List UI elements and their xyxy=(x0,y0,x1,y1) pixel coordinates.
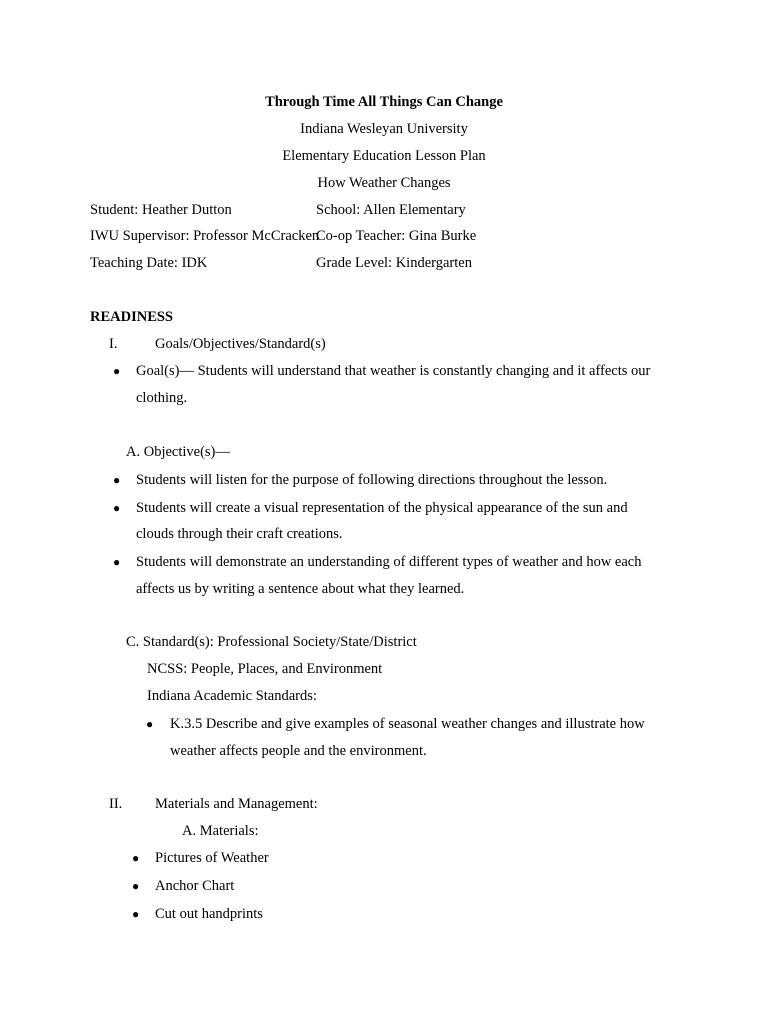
goal-text: Goal(s)— Students will understand that weather is constantly changing and it affects our xyxy=(136,363,651,379)
grade-level: Grade Level: Kindergarten xyxy=(316,255,472,271)
standards-heading: C. Standard(s): Professional Society/State/District xyxy=(126,634,417,650)
lesson-name: How Weather Changes xyxy=(317,175,451,191)
ncss-standard: NCSS: People, Places, and Environment xyxy=(147,661,383,677)
section-one-numeral: I. xyxy=(109,336,118,352)
goal-text-continued: clothing. xyxy=(136,390,188,406)
school-name: School: Allen Elementary xyxy=(316,202,466,218)
supervisor-name: IWU Supervisor: Professor McCracken xyxy=(90,228,320,244)
plan-type: Elementary Education Lesson Plan xyxy=(282,148,486,164)
objective-item: Students will create a visual representation of the physical appearance of the sun and xyxy=(136,500,628,516)
section-two-title: Materials and Management: xyxy=(155,796,318,812)
material-item: Cut out handprints xyxy=(155,906,263,922)
objective-item: Students will listen for the purpose of following directions throughout the lesson. xyxy=(136,472,608,488)
bullet-icon: ● xyxy=(113,555,121,569)
student-name: Student: Heather Dutton xyxy=(90,202,232,218)
bullet-icon: ● xyxy=(113,501,121,515)
section-one-title: Goals/Objectives/Standard(s) xyxy=(155,336,326,352)
bullet-icon: ● xyxy=(132,879,140,893)
bullet-icon: ● xyxy=(146,717,154,731)
material-item: Pictures of Weather xyxy=(155,850,269,866)
objective-item-continued: clouds through their craft creations. xyxy=(136,526,343,542)
objective-item-continued: affects us by writing a sentence about what they learned. xyxy=(136,581,465,597)
bullet-icon: ● xyxy=(132,851,140,865)
bullet-icon: ● xyxy=(113,473,121,487)
objective-item: Students will demonstrate an understanding of different types of weather and how each xyxy=(136,554,642,570)
section-two-numeral: II. xyxy=(109,796,123,812)
material-item: Anchor Chart xyxy=(155,878,235,894)
standard-item-continued: weather affects people and the environment. xyxy=(170,743,427,759)
teaching-date: Teaching Date: IDK xyxy=(90,255,208,271)
document-title: Through Time All Things Can Change xyxy=(265,94,503,110)
bullet-icon: ● xyxy=(113,364,121,378)
coop-teacher-name: Co-op Teacher: Gina Burke xyxy=(316,228,477,244)
readiness-heading: READINESS xyxy=(90,309,173,325)
standard-item: K.3.5 Describe and give examples of seasonal weather changes and illustrate how xyxy=(170,716,645,732)
bullet-icon: ● xyxy=(132,907,140,921)
objectives-heading: A. Objective(s)— xyxy=(126,444,230,460)
materials-heading: A. Materials: xyxy=(182,823,259,839)
university-name: Indiana Wesleyan University xyxy=(300,121,468,137)
indiana-standards-label: Indiana Academic Standards: xyxy=(147,688,317,704)
